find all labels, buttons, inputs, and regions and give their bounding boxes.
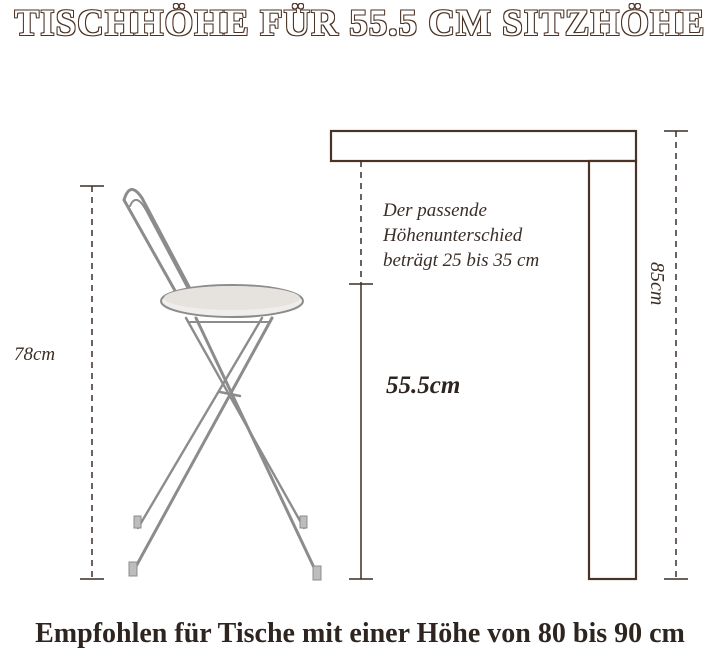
table-height-label: 85cm	[646, 262, 668, 306]
note-line-2: Höhenunterschied	[383, 225, 523, 246]
headline-title: TISCHHÖHE FÜR 55.5 CM SITZHÖHE	[14, 3, 706, 44]
height-difference-dimension	[349, 161, 373, 284]
note-line-1: Der passende	[383, 200, 487, 221]
table-height-dimension	[664, 131, 688, 579]
folding-stool	[124, 189, 321, 580]
stool-height-dimension	[80, 186, 104, 579]
note-line-3: beträgt 25 bis 35 cm	[383, 250, 540, 271]
seat-height-dimension	[349, 284, 373, 579]
seat-height-label: 55.5cm	[386, 372, 461, 399]
height-difference-note	[383, 198, 539, 273]
recommendation-text: Empfohlen für Tische mit einer Höhe von 80 bis 90 cm	[35, 618, 685, 649]
stool-height-label: 78cm	[14, 344, 56, 365]
